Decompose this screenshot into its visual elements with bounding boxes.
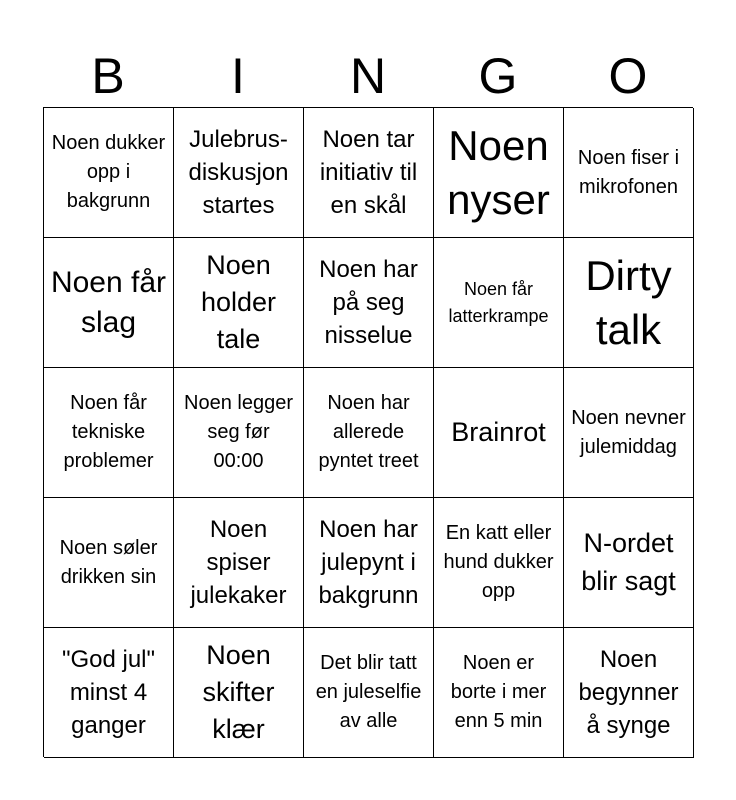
cell-text: Noen får latterkrampe xyxy=(448,278,549,326)
cell-text: Noen dukker opp i bakgrunn xyxy=(51,132,166,212)
bingo-cell-r2-c3[interactable] xyxy=(304,238,434,368)
bingo-cell-r1-c2[interactable] xyxy=(174,108,304,238)
cell-text: Noen er borte i mer enn 5 min xyxy=(450,652,547,732)
cell-text: Brainrot xyxy=(451,416,546,447)
bingo-cell-r4-c2[interactable] xyxy=(174,498,304,628)
cell-text: Noen nyser xyxy=(447,121,550,223)
cell-text: Noen nevner julemiddag xyxy=(571,406,686,458)
bingo-cell-r1-c4[interactable] xyxy=(434,108,564,238)
cell-text: Dirty talk xyxy=(585,251,672,353)
bingo-cell-r4-c3[interactable] xyxy=(304,498,434,628)
cell-text: Noen spiser julekaker xyxy=(190,515,287,610)
header-letter-g: G xyxy=(478,48,518,104)
bingo-cell-r3-c1[interactable] xyxy=(44,368,174,498)
cell-text: Noen begynner å synge xyxy=(578,645,679,740)
bingo-cell-r5-c3[interactable] xyxy=(304,628,434,758)
header-letter-b: B xyxy=(91,48,125,104)
bingo-cell-r1-c1[interactable] xyxy=(44,108,174,238)
bingo-cell-r4-c1[interactable] xyxy=(44,498,174,628)
cell-text: Det blir tatt en juleselfie av alle xyxy=(315,652,422,732)
cell-text: Noen har allerede pyntet treet xyxy=(318,392,419,472)
bingo-cell-r2-c2[interactable] xyxy=(174,238,304,368)
cell-text: Noen holder tale xyxy=(200,249,277,355)
bingo-cell-r3-c2[interactable] xyxy=(174,368,304,498)
cell-text: En katt eller hund dukker opp xyxy=(443,522,554,602)
cell-text: "God jul" minst 4 ganger xyxy=(61,645,156,740)
bingo-cell-r5-c4[interactable] xyxy=(434,628,564,758)
cell-text: N-ordet blir sagt xyxy=(581,528,676,596)
cell-text: Noen har på seg nisselue xyxy=(319,255,418,350)
bingo-cell-r3-c3[interactable] xyxy=(304,368,434,498)
bingo-cell-r4-c5[interactable] xyxy=(564,498,694,628)
bingo-cell-r2-c5[interactable] xyxy=(564,238,694,368)
cell-text: Noen legger seg før 00:00 xyxy=(184,392,293,472)
bingo-cell-r1-c3[interactable] xyxy=(304,108,434,238)
cell-text: Noen har julepynt i bakgrunn xyxy=(318,515,419,610)
cell-text: Noen tar initiativ til en skål xyxy=(319,125,418,220)
bingo-cell-r5-c1[interactable] xyxy=(44,628,174,758)
cell-text: Noen får tekniske problemer xyxy=(63,392,154,472)
cell-text: Noen får slag xyxy=(50,265,167,339)
cell-text: Julebrus-diskusjon startes xyxy=(188,125,289,220)
bingo-cell-r1-c5[interactable] xyxy=(564,108,694,238)
bingo-cell-r5-c5[interactable] xyxy=(564,628,694,758)
bingo-board xyxy=(43,107,693,757)
cell-text: Noen søler drikken sin xyxy=(59,536,158,588)
bingo-cell-r2-c4[interactable] xyxy=(434,238,564,368)
bingo-cell-r5-c2[interactable] xyxy=(174,628,304,758)
header-letter-o: O xyxy=(608,48,648,104)
cell-text: Noen fiser i mikrofonen xyxy=(577,146,680,198)
bingo-header xyxy=(43,44,693,108)
cell-text: Noen skifter klær xyxy=(202,639,275,745)
header-letter-n: N xyxy=(349,48,387,104)
bingo-cell-r4-c4[interactable] xyxy=(434,498,564,628)
header-letter-i: I xyxy=(231,48,245,104)
bingo-cell-r2-c1[interactable] xyxy=(44,238,174,368)
bingo-cell-r3-c4[interactable] xyxy=(434,368,564,498)
bingo-cell-r3-c5[interactable] xyxy=(564,368,694,498)
